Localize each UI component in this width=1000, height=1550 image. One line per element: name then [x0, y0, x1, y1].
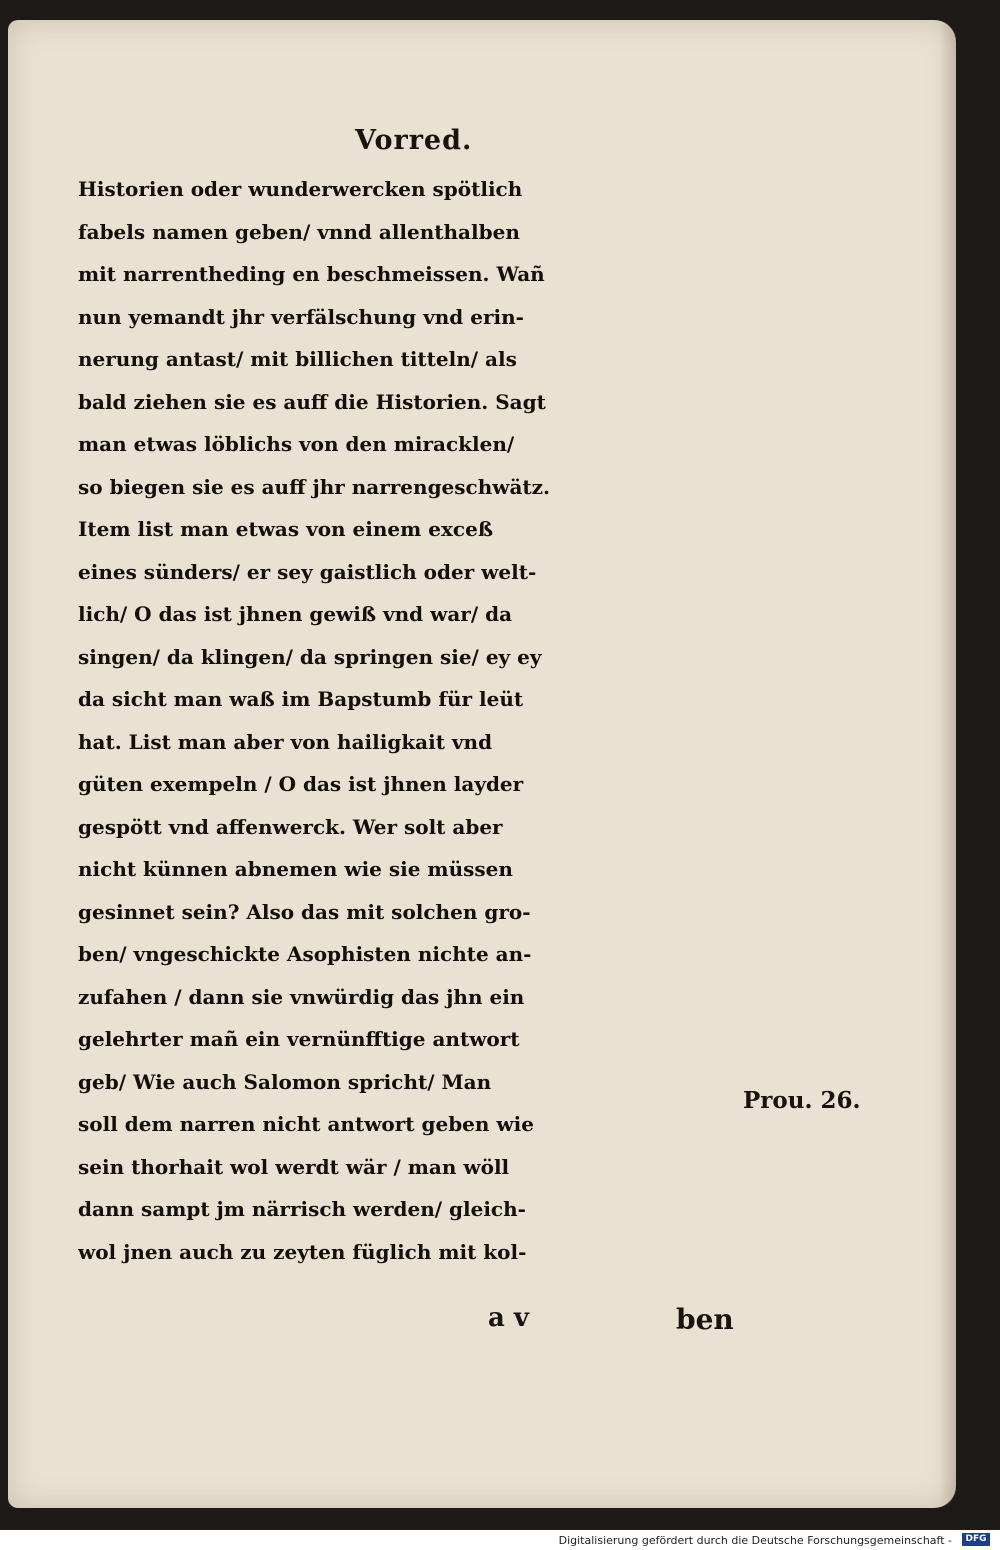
text-line: soll dem narren nicht antwort geben wie: [78, 1112, 534, 1136]
text-line: da sicht man waß im Bapstumb für leüt: [78, 687, 524, 711]
catchword: ben: [676, 1303, 734, 1336]
text-line: geb/ Wie auch Salomon spricht/ Man: [78, 1069, 492, 1094]
dfg-logo: DFG: [962, 1533, 990, 1546]
marginal-note: Prou. 26.: [743, 1087, 861, 1114]
text-line: bald ziehen sie es auff die Historien. Sagt: [78, 389, 546, 414]
text-line: dann sampt jm närrisch werden/ gleich-: [78, 1197, 526, 1221]
text-line: Historien oder wunderwercken spötlich: [78, 177, 523, 201]
body-text: [78, 168, 768, 1273]
text-line: nicht künnen abnemen wie sie müssen: [78, 857, 513, 881]
text-line: gelehrter mañ ein vernünfftige antwort: [78, 1027, 520, 1051]
text-line: man etwas löblichs von den miracklen/: [78, 432, 515, 456]
text-line: nerung antast/ mit billichen titteln/ als: [78, 347, 517, 371]
text-line: wol jnen auch zu zeyten füglich mit kol-: [78, 1239, 527, 1264]
text-line: Item list man etwas von einem exceß: [78, 517, 494, 541]
text-line: fabels namen geben/ vnnd allenthalben: [78, 219, 520, 244]
page-edge-shading: [938, 20, 956, 1508]
text-line: lich/ O das ist jhnen gewiß vnd war/ da: [78, 602, 513, 626]
text-line: sein thorhait wol werdt wär / man wöll: [78, 1154, 510, 1179]
text-line: güten exempeln / O das ist jhnen layder: [78, 772, 524, 796]
text-line: hat. List man aber von hailigkait vnd: [78, 729, 493, 754]
text-line: so biegen sie es auff jhr narrengeschwätz.: [78, 474, 550, 499]
text-line: singen/ da klingen/ da springen sie/ ey ey: [78, 644, 542, 669]
digitization-credit: Digitalisierung gefördert durch die Deutsche Forschungsgemeinschaft -: [558, 1534, 952, 1547]
text-line: nun yemandt jhr verfälschung vnd erin-: [78, 304, 524, 329]
signature-mark: a v: [488, 1303, 530, 1333]
text-line: gespött vnd affenwerck. Wer solt aber: [78, 814, 503, 839]
text-line: gesinnet sein? Also das mit solchen gro-: [78, 899, 531, 924]
running-header: Vorred.: [355, 125, 473, 156]
text-line: zufahen / dann sie vnwürdig das jhn ein: [78, 984, 525, 1009]
text-line: eines sünders/ er sey gaistlich oder welt-: [78, 559, 537, 584]
text-line: mit narrentheding en beschmeissen. Wañ: [78, 262, 545, 286]
text-line: ben/ vngeschickte Asophisten nichte an-: [78, 942, 532, 966]
